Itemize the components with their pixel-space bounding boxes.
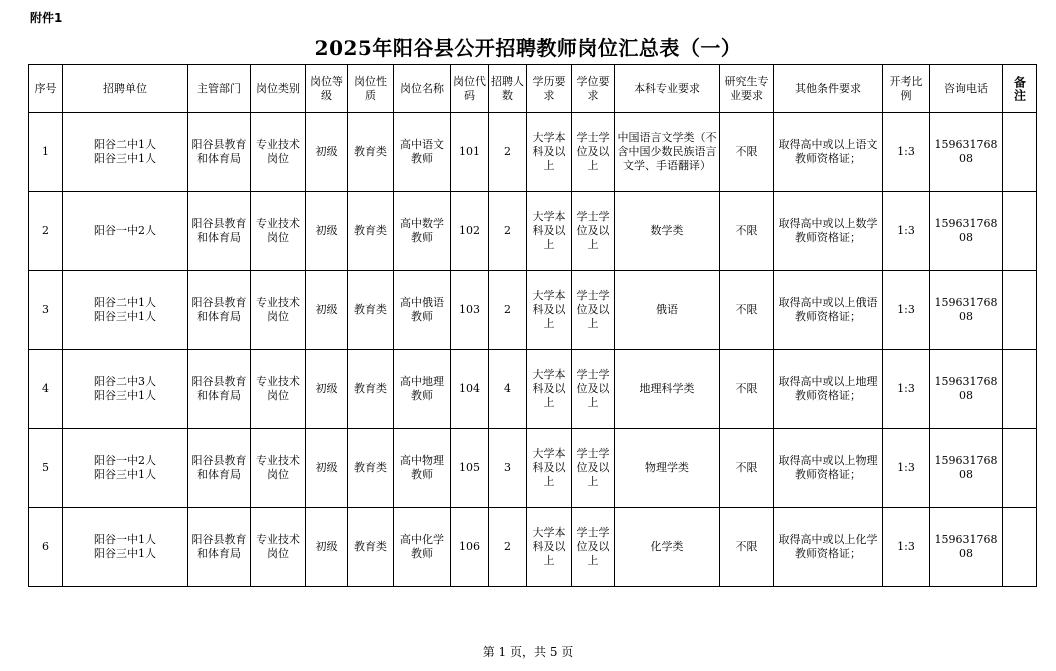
cell-undergrad-major: 俄语 [615, 271, 720, 350]
cell-degree: 学士学位及以上 [572, 271, 615, 350]
cell-dept: 阳谷县教育和体育局 [188, 350, 251, 429]
cell-phone: 15963176808 [930, 271, 1003, 350]
cell-other: 取得高中或以上物理教师资格证； [774, 429, 883, 508]
header-post-level: 岗位等级 [306, 65, 348, 113]
cell-undergrad-major: 数学类 [615, 192, 720, 271]
cell-other: 取得高中或以上数学教师资格证； [774, 192, 883, 271]
cell-post-level: 初级 [306, 508, 348, 587]
header-dept: 主管部门 [188, 65, 251, 113]
cell-notes [1003, 271, 1037, 350]
cell-grad-major: 不限 [720, 508, 774, 587]
cell-post-name: 高中数学教师 [394, 192, 451, 271]
cell-education: 大学本科及以上 [527, 192, 572, 271]
cell-headcount: 4 [489, 350, 527, 429]
cell-post-name: 高中俄语教师 [394, 271, 451, 350]
cell-dept: 阳谷县教育和体育局 [188, 508, 251, 587]
header-unit: 招聘单位 [63, 65, 188, 113]
cell-ratio: 1:3 [883, 508, 930, 587]
cell-post-name: 高中语文教师 [394, 113, 451, 192]
page-title: 2025年阳谷县公开招聘教师岗位汇总表（一） [314, 36, 742, 60]
cell-notes [1003, 113, 1037, 192]
cell-post-category: 专业技术岗位 [251, 113, 306, 192]
cell-post-nature: 教育类 [348, 113, 394, 192]
cell-post-category: 专业技术岗位 [251, 429, 306, 508]
cell-grad-major: 不限 [720, 192, 774, 271]
header-notes: 备注 [1003, 65, 1037, 113]
cell-unit: 阳谷一中1人 阳谷三中1人 [63, 508, 188, 587]
cell-grad-major: 不限 [720, 271, 774, 350]
header-post-code: 岗位代码 [451, 65, 489, 113]
cell-dept: 阳谷县教育和体育局 [188, 192, 251, 271]
cell-post-category: 专业技术岗位 [251, 508, 306, 587]
cell-seq: 4 [29, 350, 63, 429]
header-seq: 序号 [29, 65, 63, 113]
attachment-label: 附件1 [30, 11, 63, 25]
cell-post-code: 105 [451, 429, 489, 508]
cell-phone: 15963176808 [930, 192, 1003, 271]
cell-degree: 学士学位及以上 [572, 113, 615, 192]
cell-post-name: 高中化学教师 [394, 508, 451, 587]
cell-post-code: 103 [451, 271, 489, 350]
cell-education: 大学本科及以上 [527, 350, 572, 429]
cell-headcount: 2 [489, 271, 527, 350]
cell-undergrad-major: 化学类 [615, 508, 720, 587]
cell-post-level: 初级 [306, 192, 348, 271]
cell-degree: 学士学位及以上 [572, 508, 615, 587]
cell-post-name: 高中地理教师 [394, 350, 451, 429]
cell-unit: 阳谷二中3人 阳谷三中1人 [63, 350, 188, 429]
header-phone: 咨询电话 [930, 65, 1003, 113]
cell-post-category: 专业技术岗位 [251, 192, 306, 271]
cell-ratio: 1:3 [883, 113, 930, 192]
cell-post-nature: 教育类 [348, 192, 394, 271]
cell-post-code: 102 [451, 192, 489, 271]
cell-grad-major: 不限 [720, 429, 774, 508]
cell-dept: 阳谷县教育和体育局 [188, 271, 251, 350]
cell-headcount: 2 [489, 192, 527, 271]
cell-seq: 5 [29, 429, 63, 508]
header-grad-major: 研究生专业要求 [720, 65, 774, 113]
cell-headcount: 2 [489, 508, 527, 587]
cell-dept: 阳谷县教育和体育局 [188, 113, 251, 192]
cell-post-level: 初级 [306, 350, 348, 429]
cell-ratio: 1:3 [883, 271, 930, 350]
cell-ratio: 1:3 [883, 429, 930, 508]
table-row [29, 271, 1037, 350]
cell-seq: 1 [29, 113, 63, 192]
cell-unit: 阳谷一中2人 阳谷三中1人 [63, 429, 188, 508]
header-post-category: 岗位类别 [251, 65, 306, 113]
header-ratio: 开考比例 [883, 65, 930, 113]
table-row [29, 113, 1037, 192]
table-row [29, 350, 1037, 429]
header-post-nature: 岗位性质 [348, 65, 394, 113]
cell-degree: 学士学位及以上 [572, 192, 615, 271]
cell-education: 大学本科及以上 [527, 508, 572, 587]
cell-undergrad-major: 物理学类 [615, 429, 720, 508]
cell-unit: 阳谷二中1人 阳谷三中1人 [63, 271, 188, 350]
header-education: 学历要求 [527, 65, 572, 113]
cell-post-code: 104 [451, 350, 489, 429]
page-footer: 第 1 页，共 5 页 [482, 645, 574, 659]
cell-headcount: 3 [489, 429, 527, 508]
cell-notes [1003, 429, 1037, 508]
cell-other: 取得高中或以上俄语教师资格证； [774, 271, 883, 350]
cell-undergrad-major: 中国语言文学类（不含中国少数民族语言文学、手语翻译） [615, 113, 720, 192]
recruitment-table [28, 64, 1037, 587]
cell-notes [1003, 350, 1037, 429]
cell-other: 取得高中或以上地理教师资格证； [774, 350, 883, 429]
cell-headcount: 2 [489, 113, 527, 192]
cell-undergrad-major: 地理科学类 [615, 350, 720, 429]
table-row [29, 192, 1037, 271]
header-headcount: 招聘人数 [489, 65, 527, 113]
cell-education: 大学本科及以上 [527, 271, 572, 350]
cell-phone: 15963176808 [930, 429, 1003, 508]
table-header-row [29, 65, 1037, 113]
cell-post-level: 初级 [306, 429, 348, 508]
cell-post-code: 101 [451, 113, 489, 192]
cell-post-nature: 教育类 [348, 429, 394, 508]
cell-phone: 15963176808 [930, 113, 1003, 192]
cell-ratio: 1:3 [883, 350, 930, 429]
cell-seq: 3 [29, 271, 63, 350]
cell-post-nature: 教育类 [348, 350, 394, 429]
cell-post-level: 初级 [306, 113, 348, 192]
cell-post-nature: 教育类 [348, 271, 394, 350]
cell-notes [1003, 192, 1037, 271]
cell-education: 大学本科及以上 [527, 113, 572, 192]
cell-notes [1003, 508, 1037, 587]
cell-degree: 学士学位及以上 [572, 350, 615, 429]
cell-grad-major: 不限 [720, 350, 774, 429]
cell-unit: 阳谷二中1人 阳谷三中1人 [63, 113, 188, 192]
header-other: 其他条件要求 [774, 65, 883, 113]
cell-unit: 阳谷一中2人 [63, 192, 188, 271]
cell-education: 大学本科及以上 [527, 429, 572, 508]
cell-post-category: 专业技术岗位 [251, 271, 306, 350]
table-row [29, 508, 1037, 587]
cell-dept: 阳谷县教育和体育局 [188, 429, 251, 508]
header-degree: 学位要求 [572, 65, 615, 113]
cell-post-level: 初级 [306, 271, 348, 350]
cell-ratio: 1:3 [883, 192, 930, 271]
cell-seq: 2 [29, 192, 63, 271]
cell-other: 取得高中或以上化学教师资格证； [774, 508, 883, 587]
header-post-name: 岗位名称 [394, 65, 451, 113]
cell-phone: 15963176808 [930, 350, 1003, 429]
cell-degree: 学士学位及以上 [572, 429, 615, 508]
cell-post-name: 高中物理教师 [394, 429, 451, 508]
cell-grad-major: 不限 [720, 113, 774, 192]
cell-post-category: 专业技术岗位 [251, 350, 306, 429]
header-undergrad-major: 本科专业要求 [615, 65, 720, 113]
cell-post-code: 106 [451, 508, 489, 587]
cell-phone: 15963176808 [930, 508, 1003, 587]
table-row [29, 429, 1037, 508]
cell-post-nature: 教育类 [348, 508, 394, 587]
cell-seq: 6 [29, 508, 63, 587]
cell-other: 取得高中或以上语文教师资格证； [774, 113, 883, 192]
